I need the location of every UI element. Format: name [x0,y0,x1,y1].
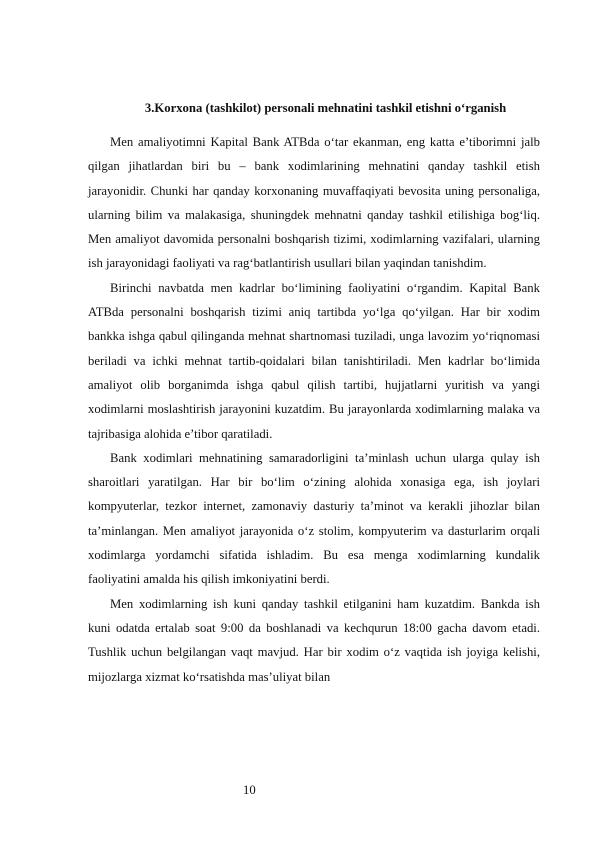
paragraph-3: Bank xodimlari mehnatining samaradorligini ta’minlash uchun ularga qulay ish sharoitlari yaratilgan. Har bir bo‘lim o‘zining alohida xonasiga ega, ish joylari kompyuterlar, tezkor internet, zamonaviy dasturiy ta’minot va kerakli jihozlar bilan ta’minlangan. Men amaliyot jarayonida o‘z stolim, kompyuterim va dasturlarim orqali xodimlarga yordamchi sifatida ishladim. Bu esa menga xodimlarning kundalik faoliyatini amalda his qilish imkoniyatini berdi. [88,450,540,587]
paragraph-4: Men xodimlarning ish kuni qanday tashkil etilganini ham kuzatdim. Bankda ish kuni odatda ertalab soat 9:00 da boshlanadi va kechqurun 18:00 gacha davom etadi. Tushlik uchun belgilangan vaqt mavjud. Har bir xodim o‘z vaqtida ish joyiga kelishi, mijozlarga xizmat ko‘rsatishda mas’uliyat bilan [88,596,540,684]
paragraph-1: Men amaliyotimni Kapital Bank ATBda o‘tar ekanman, eng katta e’tiborimni jalb qilgan jihatlardan biri bu – bank xodimlarining mehnatini qanday tashkil etish jarayonidir. Chunki har qanday korxonaning muvaffaqiyati bevosita uning personaliga, ularning bilim va malakasiga, shuningdek mehnatni qanday tashkil etilishiga bog‘liq. Men amaliyot davomida personalni boshqarish tizimi, xodimlarning vazifalari, ularning ish jarayonidagi faoliyati va rag‘batlantirish usullari bilan yaqindan tanishdim. [88,135,540,271]
paragraph-2: Birinchi navbatda men kadrlar bo‘limining faoliyatini o‘rgandim. Kapital Bank ATBda personalni boshqarish tizimi aniq tartibda yo‘lga qo‘yilgan. Har bir xodim bankka ishga qabul qilinganda mehnat shartnomasi tuziladi, unga lavozim yo‘riqnomasi beriladi va ichki mehnat tartib-qoidalari bilan tanishtiriladi. Men kadrlar bo‘limida amaliyot olib borganimda ishga qabul qilish tartibi, hujjatlarni yuritish va yangi xodimlarni moslashtirish jarayonini kuzatdim. Bu jarayonlarda xodimlarning malaka va tajribasiga alohida e’tibor qaratiladi. [88,280,540,441]
page-number: 10 [243,783,256,797]
section-title: 3.Korxona (tashkilot) personali mehnatini tashkil etishni o‘rganish [144,101,507,115]
body-text [88,130,540,689]
